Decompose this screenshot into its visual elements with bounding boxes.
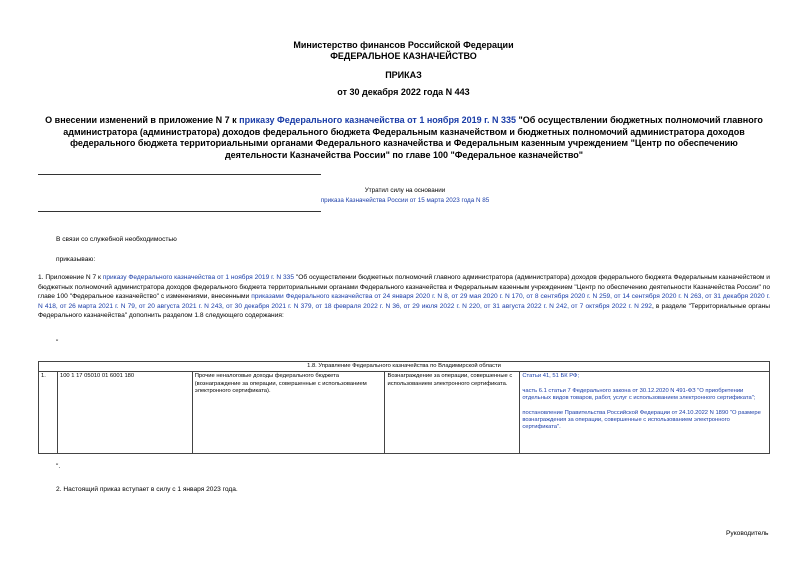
row-fee: Вознаграждение за операции, совершенные с использованием электронного сертификата. — [385, 372, 520, 454]
table-row — [39, 372, 770, 454]
quote-close: ". — [56, 463, 61, 470]
quote-open: " — [56, 339, 59, 346]
lost-force-note: Утратил силу на основании — [364, 187, 446, 194]
treasury-name: ФЕДЕРАЛЬНОЕ КАЗНАЧЕЙСТВО — [330, 51, 477, 61]
table-header-row — [39, 362, 770, 372]
doc-type: ПРИКАЗ — [385, 70, 422, 80]
paragraph-1: 1. Приложение N 7 к приказу Федерального казначейства от 1 ноября 2019 г. N 335 "Об осуществлении бюджетных полномочий главного администратора (администратора) доходов федерального бюджета Федеральным казначейством и бюджетных полномочий администратора доходов федерального бюджета территориальными органами Федерального казначейства и Федеральным казенным учреждением "Центр по обеспечению деятельности Казначейства России" по главе 100 "Федеральное казначейство" с изменениями, внесенными приказами Федерального казначейства от 24 января 2020 г. N 8, от 29 мая 2020 г. N 170, от 8 сентября 2020 г. N 259, от 14 сентября 2020 г. N 263, от 31 декабря 2020 г. N 418, от 26 марта 2021 г. N 79, от 20 августа 2021 г. N 243, от 30 декабря 2021 г. N 379, от 18 февраля 2022 г. N 36, от 29 июля 2022 г. N 220, от 31 августа 2022 г. N 242, от 7 октября 2022 г. N 292, в разделе "Территориальные органы Федерального казначейства" дополнить разделом 1.8 следующего содержания: — [38, 274, 771, 320]
lost-force-link[interactable]: приказа Казначейства России от 15 марта 2023 года N 85 — [320, 197, 490, 204]
p1-link-amendments[interactable]: приказами Федерального казначейства от 24 января 2020 г. N 8, от 29 мая 2020 г. N 170, от 8 сентября 2020 г. N 259, от 14 сентября 2020 г. N 263, от 31 декабря 2020 г. N 418, от 26 марта 2021 г. N 79, от 20 августа 2021 г. N 243, от 30 декабря 2021 г. N 379, от 18 февраля 2022 г. N 36, от 29 июля 2022 г. N 220, от 31 августа 2022 г. N 242, от 7 октября 2022 г. N 292 — [38, 293, 771, 310]
divider-top — [38, 174, 321, 175]
preamble: В связи со служебной необходимостью — [56, 236, 177, 243]
row-code: 100 1 17 05010 01 6001 180 — [57, 372, 192, 454]
row-basis — [520, 372, 770, 454]
row-income: Прочие неналоговые доходы федерального бюджета (вознаграждение за операции, совершенные с использованием электронного сертификата). — [192, 372, 385, 454]
paragraph-2: 2. Настоящий приказ вступает в силу с 1 января 2023 года. — [56, 486, 238, 493]
section-heading: 1.8. Управление Федерального казначейства по Владимирской области — [39, 362, 770, 372]
title-prefix: О внесении изменений в приложение N 7 к — [45, 115, 240, 125]
ministry-name: Министерство финансов Российской Федерации — [293, 40, 514, 50]
title-link[interactable]: приказу Федерального казначейства от 1 ноября 2019 г. N 335 — [239, 115, 516, 125]
order-word: приказываю: — [56, 256, 96, 263]
title-suffix: "Об осуществлении бюджетных полномочий главного администратора (администратора) доходов федерального бюджета Федеральным казначейством и бюджетных полномочий администратора доходов федерального бюджета территориальными органами Федерального казначейства и Федеральным казенным учреждением "Центр по обеспечению деятельности Казначейства России" по главе 100 "Федеральное казначейство" — [63, 115, 763, 160]
section-table — [38, 361, 770, 454]
doc-date-number: от 30 декабря 2022 года N 443 — [337, 87, 470, 97]
doc-title — [44, 115, 764, 161]
p1-link-order[interactable]: приказу Федерального казначейства от 1 ноября 2019 г. N 335 — [102, 274, 294, 281]
basis-link-2[interactable]: часть 6.1 статьи 7 Федерального закона от 30.12.2020 N 491-ФЗ "О приобретении отдельных видов товаров, работ, услуг с использованием электронного сертификата"; — [522, 387, 756, 402]
signature-title: Руководитель — [726, 530, 769, 537]
divider-bottom — [38, 211, 321, 212]
basis-link-1[interactable]: Статьи 41, 51 БК РФ; — [522, 373, 580, 380]
basis-link-3[interactable]: постановление Правительства Российской Федерации от 24.10.2022 N 1890 "О размере вознаграждения за операции, совершенные с использованием электронного сертификата". — [522, 409, 761, 431]
row-number: 1. — [39, 372, 58, 454]
